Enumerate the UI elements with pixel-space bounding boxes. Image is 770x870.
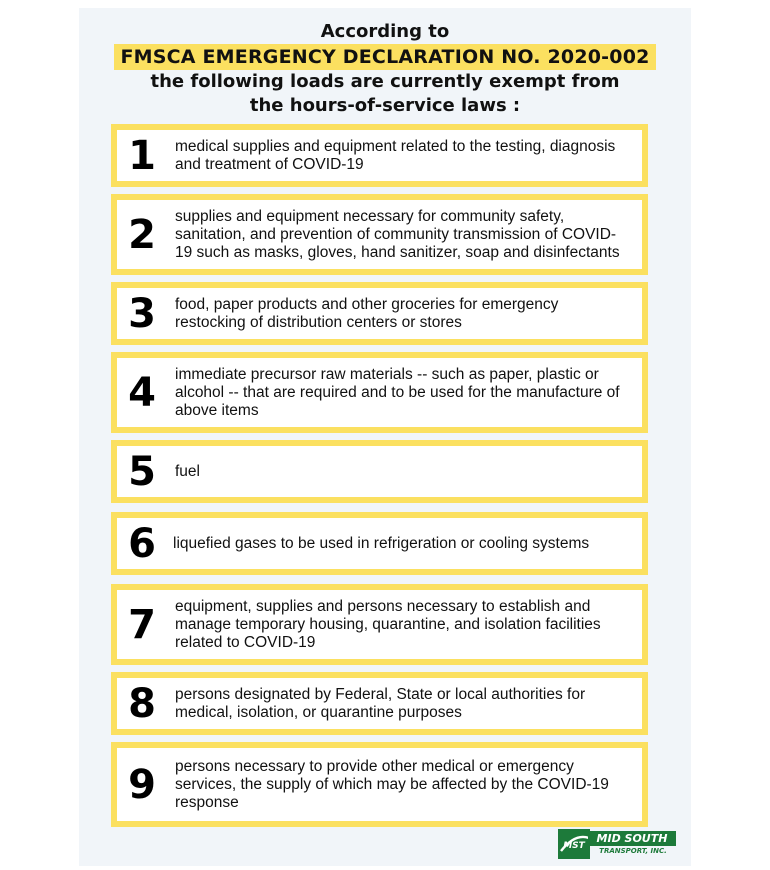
exempt-item-5 [111,440,648,503]
item-number: 5 [128,448,156,495]
flyer-sheet [79,8,691,866]
item-text: persons necessary to provide other medical or emergency services, the supply of which may be affected by the COVID-19 response [175,757,609,811]
exempt-item-1 [111,124,648,187]
item-text: liquefied gases to be used in refrigeration or cooling systems [173,534,590,552]
item-number: 2 [128,211,156,258]
item-number: 3 [128,290,156,337]
exempt-item-2 [111,194,648,275]
logo-subtitle: TRANSPORT, INC. [599,847,667,855]
item-number: 8 [128,680,156,727]
item-number: 6 [128,520,156,567]
item-text: equipment, supplies and persons necessary to establish and manage temporary housing, quarantine, and isolation facilities related to COVID-19 [175,597,601,651]
exempt-item-7 [111,584,648,665]
header-line-3: the following loads are currently exempt from [150,71,620,92]
item-text: fuel [175,462,200,480]
header-line-4: the hours-of-service laws : [249,95,521,116]
exempt-item-4 [111,352,648,433]
exempt-item-9 [111,742,648,827]
header [79,20,691,118]
logo-swoosh-icon [558,829,592,859]
exempt-item-3 [111,282,648,345]
declaration-title: FMSCA EMERGENCY DECLARATION NO. 2020-002 [114,44,655,70]
logo-monogram: MST [563,841,585,851]
exempt-item-6 [111,512,648,575]
company-logo [558,829,678,859]
exempt-item-8 [111,672,648,735]
item-number: 9 [128,761,156,808]
item-text: food, paper products and other groceries for emergency restocking of distribution centers or stores [175,295,559,331]
item-text: persons designated by Federal, State or local authorities for medical, isolation, or quarantine purposes [175,685,586,721]
item-number: 1 [128,132,156,179]
item-text: supplies and equipment necessary for community safety, sanitation, and prevention of community transmission of COVID-19 such as masks, gloves, hand sanitizer, soap and disinfectants [175,207,620,261]
item-text: medical supplies and equipment related to the testing, diagnosis and treatment of COVID-19 [175,137,616,173]
item-text: immediate precursor raw materials -- such as paper, plastic or alcohol -- that are required and to be used for the manufacture of above items [175,365,620,419]
item-number: 4 [128,369,156,416]
header-intro: According to [320,21,450,42]
logo-name: MID SOUTH [588,831,676,846]
item-number: 7 [128,601,156,648]
